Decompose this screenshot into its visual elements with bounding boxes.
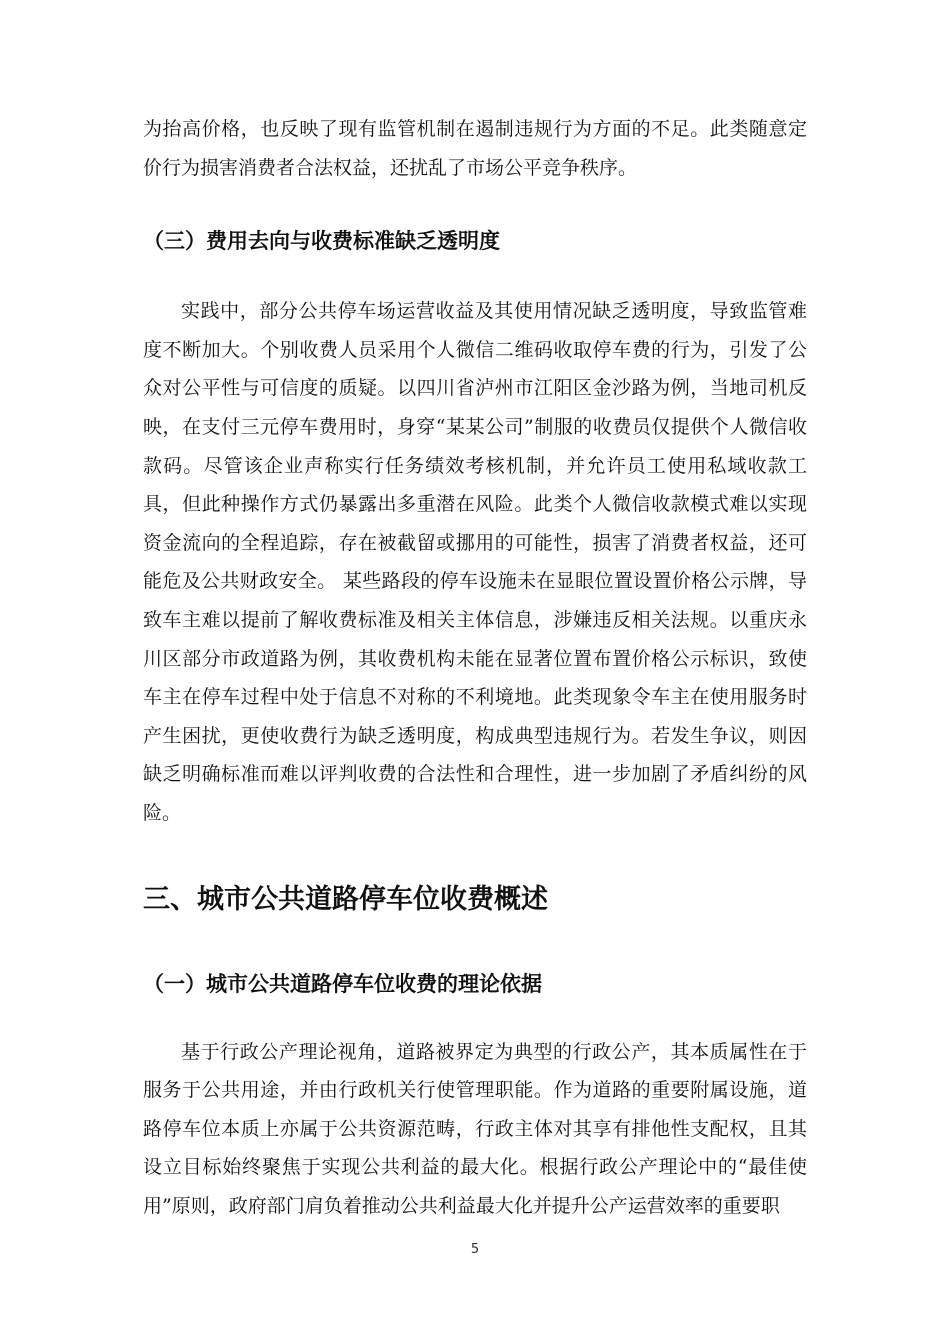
paragraph-theory: 基于行政公产理论视角，道路被界定为典型的行政公产，其本质属性在于服务于公共用途，并由行政机关行使管理职能。作为道路的重要附属设施，道路停车位本质上亦属于公共资源范畴，行政主体对其享有排他性支配权，且其设立目标始终聚焦于实现公共利益的最大化。根据行政公产理论中的“最佳使用”原则，政府部门肩负着推动公共利益最大化并提升公产运营效率的重要职 [143, 1040, 807, 1217]
paragraph-transparency: 实践中，部分公共停车场运营收益及其使用情况缺乏透明度，导致监管难度不断加大。个别收费人员采用个人微信二维码收取停车费的行为，引发了公众对公平性与可信度的质疑。以四川省泸州市江阳区金沙路为例，当地司机反映，在支付三元停车费用时，身穿“某某公司”制服的收费员仅提供个人微信收款码。尽管该企业声称实行任务绩效考核机制，并允许员工使用私域收款工具，但此种操作方式仍暴露出多重潜在风险。此类个人微信收款模式难以实现资金流向的全程追踪，存在被截留或挪用的可能性，损害了消费者权益，还可能危及公共财政安全。 某些路段的停车设施未在显眼位置设置价格公示牌，导致车主难以提前了解收费标准及相关主体信息，涉嫌违反相关法规。以重庆永川区部分市政道路为例，其收费机构未能在显著位置布置价格公示标识，致使车主在停车过程中处于信息不对称的不利境地。此类现象令车主在使用服务时产生困扰，更使收费行为缺乏透明度，构成典型违规行为。若发生争议，则因缺乏明确标准而难以评判收费的合法性和合理性，进一步加剧了矛盾纠纷的风险。 [143, 300, 807, 824]
section-heading-3: （三）费用去向与收费标准缺乏透明度 [143, 229, 500, 254]
chapter-heading-3: 三、城市公共道路停车位收费概述 [143, 883, 548, 915]
page-content [143, 110, 807, 1225]
page-number: 5 [470, 1242, 480, 1257]
paragraph-continuation: 为抬高价格，也反映了现有监管机制在遏制违规行为方面的不足。此类随意定价行为损害消费者合法权益，还扰乱了市场公平竞争秩序。 [143, 118, 807, 179]
section-heading-1: （一）城市公共道路停车位收费的理论依据 [143, 971, 542, 996]
